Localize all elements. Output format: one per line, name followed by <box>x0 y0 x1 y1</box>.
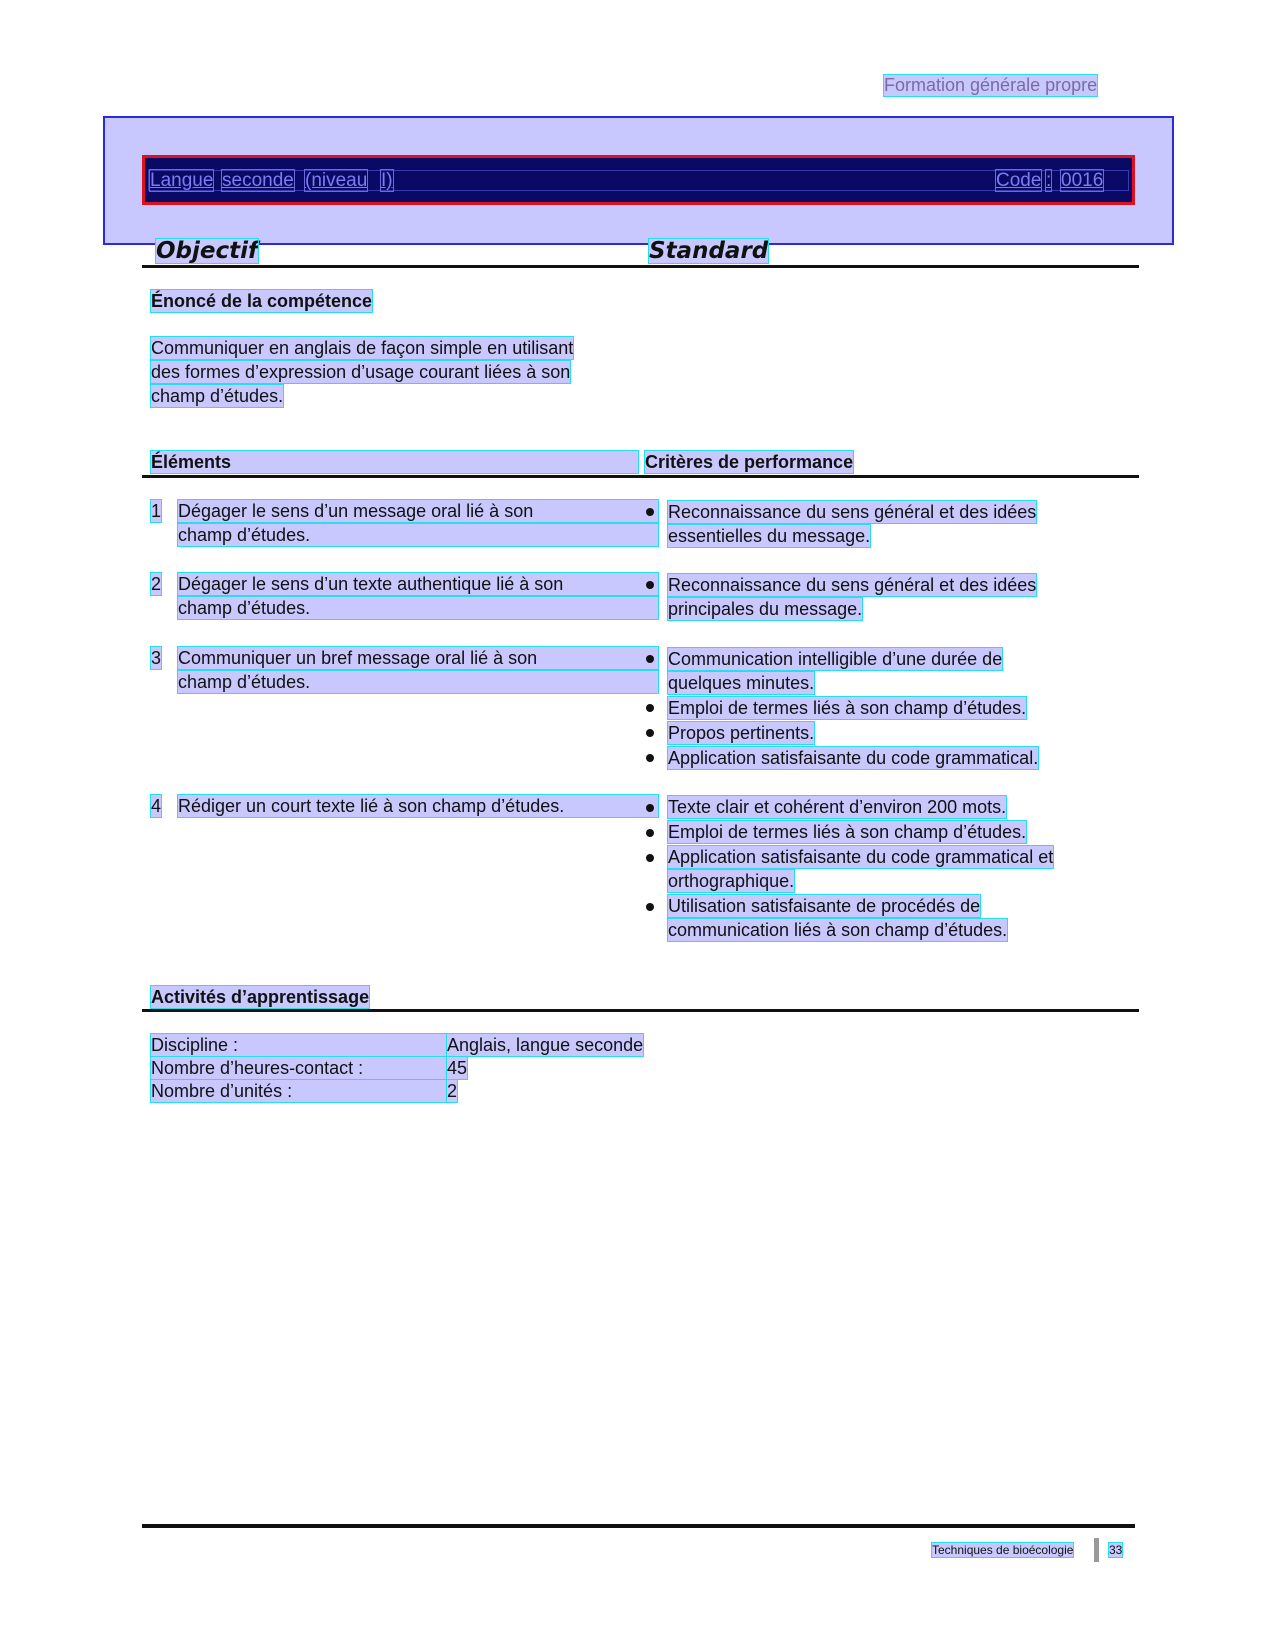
course-code-word: : <box>1046 170 1052 191</box>
criterion-line: essentielles du message. <box>668 526 871 546</box>
criterion-line: Propos pertinents. <box>668 723 815 743</box>
element-number: 1 <box>151 501 162 521</box>
bullet-icon <box>646 903 654 911</box>
units-label: Nombre d’unités : <box>151 1080 446 1102</box>
criterion-line: Emploi de termes liés à son champ d’études. <box>668 822 1027 842</box>
criterion-line: principales du message. <box>668 599 863 619</box>
bullet-icon <box>646 804 654 812</box>
criterion-line: Utilisation satisfaisante de procédés de <box>668 896 981 916</box>
bullet-icon <box>646 754 654 762</box>
discipline-value: Anglais, langue seconde <box>447 1035 644 1055</box>
course-code-word: Code <box>996 170 1042 191</box>
element-number: 4 <box>151 796 162 816</box>
column-heading-standard: Standard <box>649 238 769 264</box>
competence-line: Communiquer en anglais de façon simple en utilisant <box>151 338 574 358</box>
element-line: Dégager le sens d’un texte authentique lié à son <box>178 573 658 595</box>
element-line: Communiquer un bref message oral lié à son <box>178 647 658 669</box>
contact-hours-label: Nombre d’heures-contact : <box>151 1057 446 1079</box>
footer-program-name: Techniques de bioécologie <box>932 1543 1074 1557</box>
criterion-line: communication liés à son champ d’études. <box>668 920 1008 940</box>
course-title-frame <box>148 170 1129 191</box>
heading-rule <box>142 265 1139 268</box>
discipline-label: Discipline : <box>151 1034 446 1056</box>
bullet-icon <box>646 508 654 516</box>
criterion-line: Application satisfaisante du code grammatical. <box>668 748 1039 768</box>
course-title-word: seconde <box>222 170 294 191</box>
footer-rule <box>142 1524 1135 1528</box>
criterion-line: orthographique. <box>668 871 795 891</box>
course-title-word: Langue <box>150 170 214 191</box>
criterion-line: Communication intelligible d’une durée de <box>668 649 1003 669</box>
activities-rule <box>142 1009 1139 1012</box>
criterion-line: Reconnaissance du sens général et des idées <box>668 575 1037 595</box>
page-number: 33 <box>1109 1543 1123 1557</box>
column-heading-objective: Objectif <box>156 238 259 264</box>
element-line: Rédiger un court texte lié à son champ d’études. <box>178 795 658 817</box>
section-rule <box>142 475 1139 478</box>
criterion-line: Application satisfaisante du code grammatical et <box>668 847 1054 867</box>
element-line: Dégager le sens d’un message oral lié à son <box>178 500 658 522</box>
units-value: 2 <box>447 1081 458 1101</box>
criterion-line: Emploi de termes liés à son champ d’études. <box>668 698 1027 718</box>
course-title-word: (niveau <box>305 170 368 191</box>
bullet-icon <box>646 729 654 737</box>
element-line: champ d’études. <box>178 671 658 693</box>
element-line: champ d’études. <box>178 597 658 619</box>
bullet-icon <box>646 704 654 712</box>
element-number: 3 <box>151 648 162 668</box>
course-code-word: 0016 <box>1061 170 1104 191</box>
activities-heading: Activités d’apprentissage <box>151 987 370 1007</box>
criterion-line: Reconnaissance du sens général et des idées <box>668 502 1037 522</box>
course-title-word: I) <box>381 170 393 191</box>
competence-line: des formes d’expression d’usage courant liées à son <box>151 362 571 382</box>
bullet-icon <box>646 655 654 663</box>
contact-hours-value: 45 <box>447 1058 468 1078</box>
elements-heading: Éléments <box>151 451 638 473</box>
criterion-line: Texte clair et cohérent d’environ 200 mots. <box>668 797 1007 817</box>
competence-line: champ d’études. <box>151 386 284 406</box>
bullet-icon <box>646 581 654 589</box>
element-line: champ d’études. <box>178 524 658 546</box>
footer-separator <box>1094 1538 1099 1562</box>
criteria-heading: Critères de performance <box>645 452 854 472</box>
competence-heading: Énoncé de la compétence <box>151 291 373 311</box>
program-type-label: Formation générale propre <box>884 75 1098 95</box>
bullet-icon <box>646 829 654 837</box>
bullet-icon <box>646 854 654 862</box>
criterion-line: quelques minutes. <box>668 673 815 693</box>
element-number: 2 <box>151 574 162 594</box>
